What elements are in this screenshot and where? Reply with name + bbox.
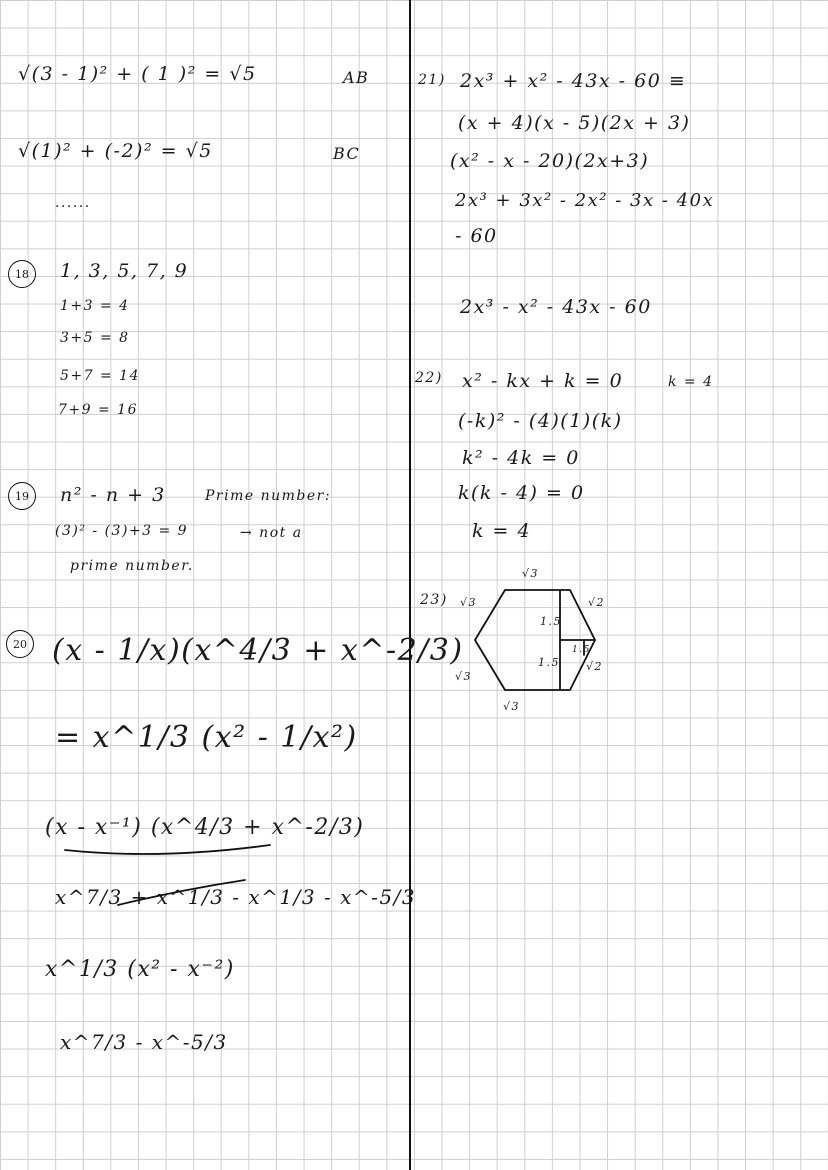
q19-expression: n² - n + 3 [60, 484, 166, 506]
q19-result: → not a [240, 525, 303, 541]
q22-line-1: x² - kx + k = 0 [462, 370, 624, 392]
q20-step-5: x^7/3 - x^-5/3 [60, 1030, 228, 1054]
q20-strikethrough [118, 880, 245, 905]
q21-result: 2x³ - x² - 43x - 60 [460, 296, 652, 318]
hex-label-top-right: √2 [588, 596, 606, 609]
q22-line-3: k² - 4k = 0 [462, 447, 580, 469]
question-19-badge: 19 [8, 482, 36, 510]
hex-inner-label-small: 1.5 [572, 645, 591, 655]
q21-line-3: (x² - x - 20)(2x+3) [450, 150, 650, 172]
question-23-number: 23) [420, 592, 448, 608]
q21-line-2: (x + 4)(x - 5)(2x + 3) [458, 112, 691, 134]
q18-sum-3: 5+7 = 14 [60, 368, 140, 384]
q22-line-5: k = 4 [472, 520, 532, 542]
hex-inner-label-top: 1.5 [540, 615, 562, 628]
q20-step-4: x^1/3 (x² - x⁻²) [45, 957, 235, 982]
question-22-number: 22) [415, 370, 443, 386]
label-bc: BC [333, 144, 361, 163]
q22-line-4: k(k - 4) = 0 [458, 482, 585, 504]
q22-aside: k = 4 [668, 374, 714, 390]
q18-sum-1: 1+3 = 4 [60, 298, 130, 314]
q18-sum-4: 7+9 = 16 [58, 402, 138, 418]
q21-line-5: - 60 [455, 225, 498, 247]
hex-label-top: √3 [522, 567, 540, 580]
hex-label-bottom-right: √2 [586, 660, 604, 673]
q19-check: (3)² - (3)+3 = 9 [55, 523, 189, 539]
q21-line-1: 2x³ + x² - 43x - 60 ≡ [460, 70, 687, 92]
q19-result-2: prime number. [70, 558, 194, 574]
q20-main-expression: (x - 1/x)(x^4/3 + x^-2/3) [52, 633, 464, 668]
q19-note: Prime number: [205, 488, 332, 504]
ellipsis: ...... [55, 195, 91, 211]
hex-inner-label-bottom: 1.5 [538, 656, 560, 669]
hex-label-top-left: √3 [460, 596, 478, 609]
question-21-number: 21) [418, 72, 446, 88]
q22-line-2: (-k)² - (4)(1)(k) [458, 410, 623, 432]
q18-sum-2: 3+5 = 8 [60, 330, 130, 346]
hex-label-bottom: √3 [503, 700, 521, 713]
q20-step-3: x^7/3 + x^1/3 - x^1/3 - x^-5/3 [55, 885, 417, 909]
q20-step-2: (x - x⁻¹) (x^4/3 + x^-2/3) [45, 815, 365, 840]
question-20-badge: 20 [6, 630, 34, 658]
distance-ab-expression: √(3 - 1)² + ( 1 )² = √5 [18, 63, 257, 85]
question-18-badge: 18 [8, 260, 36, 288]
distance-bc-expression: √(1)² + (-2)² = √5 [18, 140, 213, 162]
q20-step-1: = x^1/3 (x² - 1/x²) [55, 720, 358, 755]
q21-line-4: 2x³ + 3x² - 2x² - 3x - 40x [455, 190, 715, 211]
q18-sequence: 1, 3, 5, 7, 9 [60, 260, 189, 282]
q20-underline [65, 845, 270, 854]
label-ab: AB [343, 68, 370, 87]
hex-label-bottom-left: √3 [455, 670, 473, 683]
